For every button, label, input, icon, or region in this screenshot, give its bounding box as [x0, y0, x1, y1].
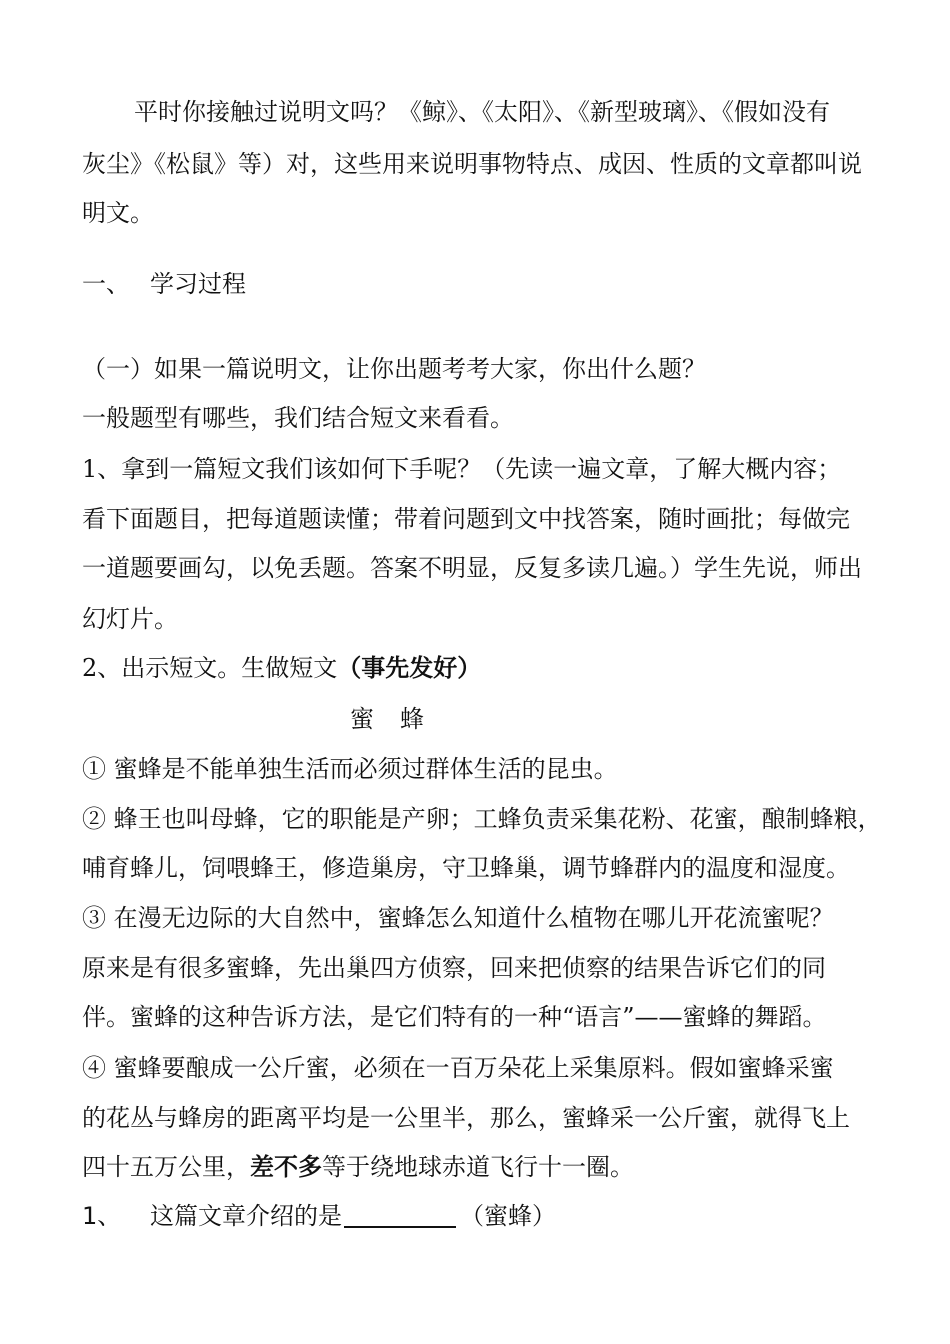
- question-1: [82, 1199, 882, 1233]
- article-paragraph-4-line-3: [82, 1150, 882, 1184]
- step1-line-1: 1、拿到一篇短文我们该如何下手呢？（先读一遍文章，了解大概内容；: [82, 455, 842, 483]
- step2-text: 2、出示短文。生做短文: [82, 654, 338, 682]
- article-paragraph-3-line-2: 原来是有很多蜜蜂，先出巢四方侦察，回来把侦察的结果告诉它们的同: [82, 954, 826, 982]
- article-paragraph-4-line-2: 的花丛与蜂房的距离平均是一公里半，那么，蜜蜂采一公斤蜜，就得飞上: [82, 1104, 850, 1132]
- article-title: [350, 702, 950, 736]
- article-title-char-1: 蜜: [350, 705, 374, 733]
- part1-line-2: 一般题型有哪些，我们结合短文来看看。: [82, 404, 514, 432]
- part1-line-1: （一）如果一篇说明文，让你出题考考大家，你出什么题？: [82, 355, 706, 383]
- article-paragraph-3-line-3: 伴。蜜蜂的这种告诉方法，是它们特有的一种“语言”——蜜蜂的舞蹈。: [82, 1003, 827, 1031]
- paragraph-4-text-b: 等于绕地球赤道飞行十一圈。: [322, 1153, 634, 1181]
- article-paragraph-2-line-2: 哺育蜂儿，饲喂蜂王，修造巢房，守卫蜂巢，调节蜂群内的温度和湿度。: [82, 854, 850, 882]
- article-paragraph-4-line-1: ④ 蜜蜂要酿成一公斤蜜，必须在一百万朵花上采集原料。假如蜜蜂采蜜: [82, 1054, 834, 1082]
- step1-line-3: 一道题要画勾，以免丢题。答案不明显，反复多读几遍。）学生先说，师出: [82, 554, 862, 582]
- paragraph-4-text-a: 四十五万公里，: [82, 1153, 250, 1181]
- article-paragraph-3-line-1: ③ 在漫无边际的大自然中，蜜蜂怎么知道什么植物在哪儿开花流蜜呢？: [82, 904, 834, 932]
- intro-line-3: 明文。: [82, 199, 154, 227]
- question-1-answer: （蜜蜂）: [460, 1202, 556, 1230]
- intro-line-2: 灰尘》《松鼠》等）对，这些用来说明事物特点、成因、性质的文章都叫说: [82, 150, 862, 178]
- question-1-text: 这篇文章介绍的是: [150, 1202, 342, 1230]
- question-1-number: 1、: [82, 1202, 122, 1230]
- article-title-char-2: 蜂: [400, 705, 424, 733]
- article-paragraph-2-line-1: ② 蜂王也叫母蜂，它的职能是产卵；工蜂负责采集花粉、花蜜，酿制蜂粮，: [82, 805, 882, 833]
- section-number: 一、: [82, 270, 130, 298]
- section-title: 学习过程: [150, 270, 246, 298]
- article-paragraph-1: ① 蜜蜂是不能单独生活而必须过群体生活的昆虫。: [82, 755, 618, 783]
- section-heading: [82, 267, 882, 301]
- step2-line: [82, 651, 882, 685]
- intro-line-1: 平时你接触过说明文吗？《鲸》、《太阳》、《新型玻璃》、《假如没有: [134, 98, 830, 126]
- step1-line-4: 幻灯片。: [82, 605, 178, 633]
- step2-bold-note: （事先发好）: [337, 654, 482, 682]
- step1-line-2: 看下面题目，把每道题读懂；带着问题到文中找答案，随时画批；每做完: [82, 505, 850, 533]
- answer-blank: [344, 1224, 456, 1228]
- paragraph-4-bold-text: 差不多: [250, 1153, 322, 1181]
